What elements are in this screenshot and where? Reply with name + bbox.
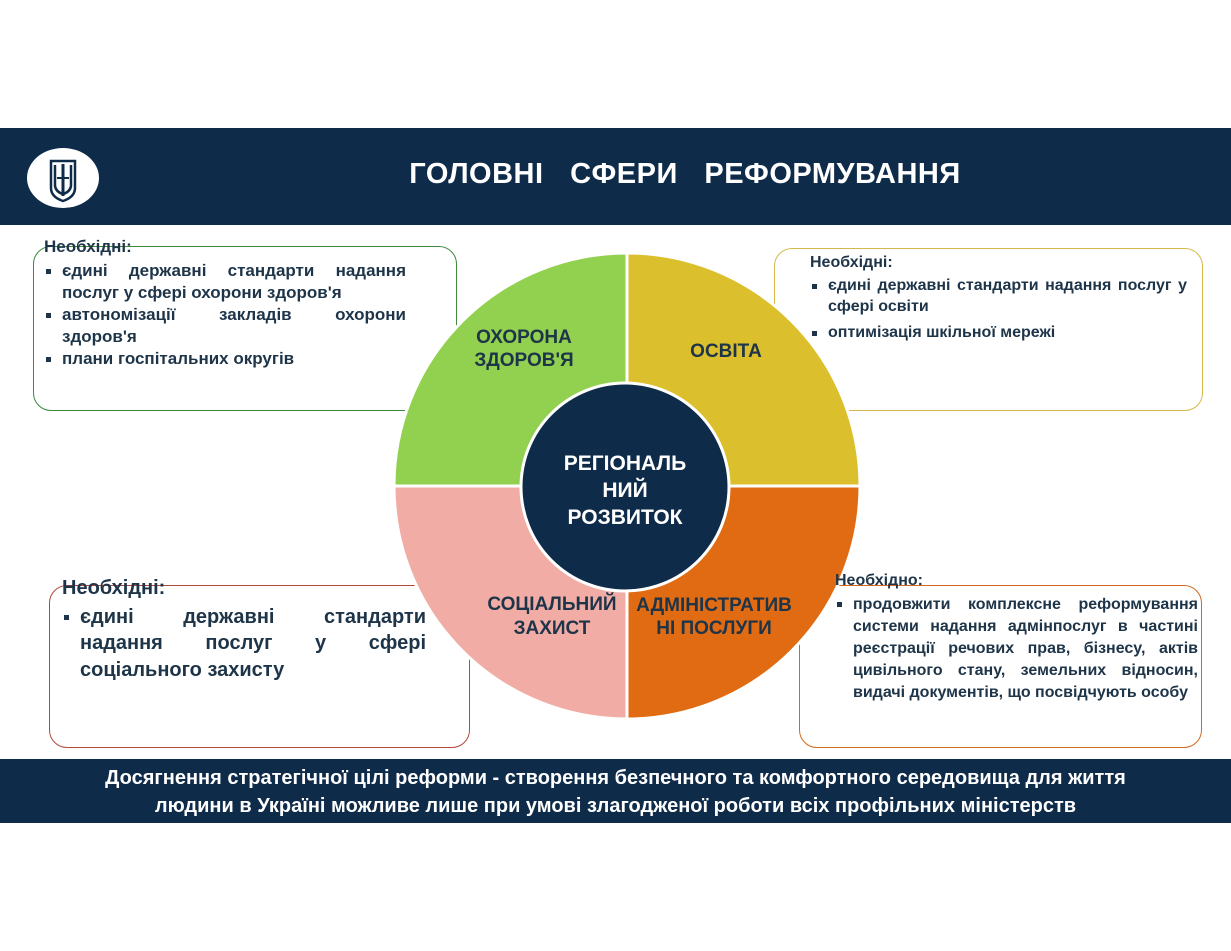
- list-item: автономізації закладів охорони здоров'я: [44, 304, 406, 348]
- center-label-2: НИЙ: [602, 479, 648, 502]
- sector-label-social-2: ЗАХИСТ: [513, 618, 591, 639]
- sector-label-health-1: ОХОРОНА: [476, 327, 572, 348]
- list-item: плани госпітальних округів: [44, 348, 406, 370]
- footer-bar: [0, 759, 1231, 823]
- sector-label-education: ОСВІТА: [690, 341, 762, 362]
- page-title: ГОЛОВНІ СФЕРИ РЕФОРМУВАННЯ: [409, 158, 961, 190]
- list-item: продовжити комплексне реформування системи надання адмінпослуг в частині реєстрації речових прав, бізнесу, актів цивільного стану, земельних відносин, видачі документів, що посвідчують особу: [835, 594, 1198, 704]
- admin-requirements-list: [835, 594, 1198, 704]
- admin-requirements-heading: Необхідно:: [835, 572, 923, 589]
- sector-label-admin-2: НІ ПОСЛУГИ: [656, 618, 772, 639]
- list-item: єдині державні стандарти надання послуг у сфері соціального захисту: [62, 604, 426, 684]
- footer-text-line-1: Досягнення стратегічної цілі реформи - створення безпечного та комфортного середовища для життя: [105, 767, 1126, 789]
- education-requirements: [810, 253, 1187, 350]
- sector-label-admin-1: АДМІНІСТРАТИВ: [636, 595, 792, 616]
- health-requirements-list: [44, 260, 406, 370]
- health-requirements: [44, 236, 406, 371]
- education-requirements-list: [810, 276, 1187, 344]
- center-label-3: РОЗВИТОК: [567, 506, 683, 529]
- footer-text-line-2: людини в Україні можливе лише при умові злагодженої роботи всіх профільних міністерств: [154, 795, 1077, 817]
- social-requirements-list: [62, 604, 426, 684]
- center-label-1: РЕГІОНАЛЬ: [563, 452, 687, 475]
- list-item: єдині державні стандарти надання послуг у сфері освіти: [810, 276, 1187, 318]
- health-requirements-heading: Необхідні:: [44, 237, 132, 256]
- social-requirements-heading: Необхідні:: [62, 577, 166, 599]
- list-item: оптимізація шкільної мережі: [810, 323, 1187, 344]
- education-requirements-heading: Необхідні:: [810, 254, 893, 271]
- list-item: єдині державні стандарти надання послуг у сфері охорони здоров'я: [44, 260, 406, 304]
- admin-requirements: [835, 570, 1198, 704]
- sector-label-health-2: ЗДОРОВ'Я: [474, 350, 574, 371]
- sector-label-social-1: СОЦІАЛЬНИЙ: [487, 594, 617, 615]
- social-requirements: [62, 575, 426, 683]
